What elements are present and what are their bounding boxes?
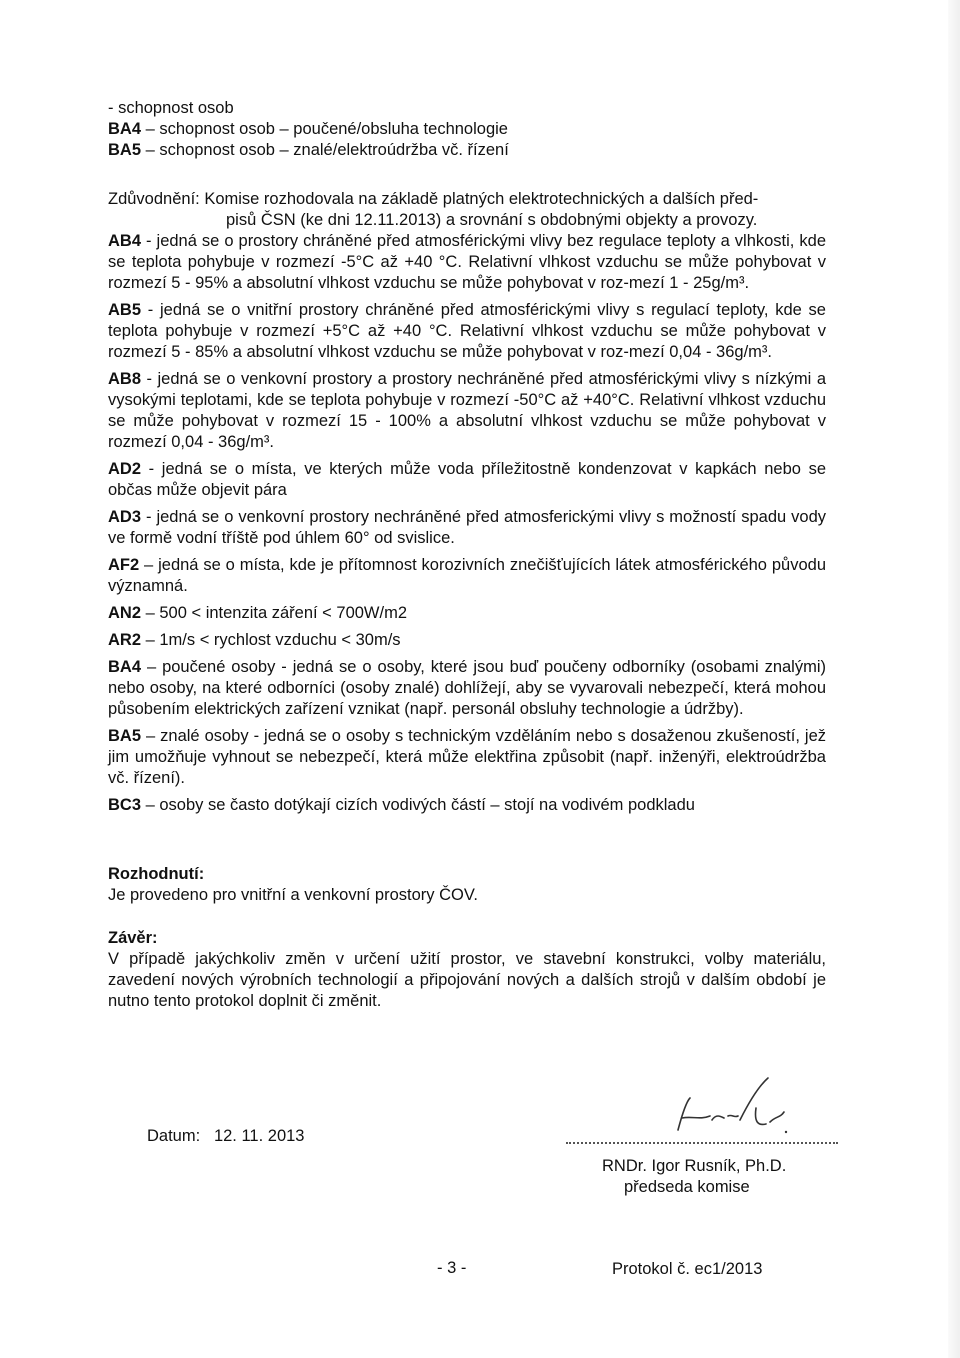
signer-name: RNDr. Igor Rusník, Ph.D. <box>602 1157 787 1175</box>
date-line <box>147 1127 304 1146</box>
date-label: Datum: <box>147 1127 201 1145</box>
protocol-number: Protokol č. ec1/2013 <box>612 1260 763 1278</box>
conclusion-heading: Závěr: <box>108 929 158 947</box>
handwritten-signature <box>620 1060 800 1140</box>
item-ba5: BA5 – znalé osoby - jedná se o osoby s technickým vzděláním nebo s dosaženou zkušeností, jež jim umožňuje vyhnout se nebezpečí, která může elektřina způsobit (např. inženýři, elektroúdržba vč. řízení). <box>108 727 826 787</box>
ba4-line: BA4 – schopnost osob – poučené/obsluha technologie <box>108 120 508 138</box>
ba5-line: BA5 – schopnost osob – znalé/elektroúdržba vč. řízení <box>108 141 509 159</box>
justification-line-2: pisů ČSN (ke dni 12.11.2013) a srovnání s obdobnými objekty a provozy. <box>226 211 758 229</box>
signer-block <box>602 1156 786 1198</box>
item-af2: AF2 – jedná se o místa, kde je přítomnost korozivních znečišťujících látek atmosférického původu významná. <box>108 556 826 595</box>
date-value: 12. 11. 2013 <box>213 1127 305 1145</box>
item-bc3: BC3 – osoby se často dotýkají cizích vodivých částí – stojí na vodivém podkladu <box>108 796 695 814</box>
intro-line: - schopnost osob <box>108 99 234 117</box>
item-ad2: AD2 - jedná se o místa, ve kterých může voda příležitostně kondenzovat v kapkách nebo se občas může objevit pára <box>108 460 826 499</box>
item-ar2: AR2 – 1m/s < rychlost vzduchu < 30m/s <box>108 631 401 649</box>
item-ad3: AD3 - jedná se o venkovní prostory nechráněné před atmosferickými vlivy s možností spadu vody ve formě vodní tříště pod úhlem 60° od svislice. <box>108 508 826 547</box>
document-body <box>108 98 826 1012</box>
scan-edge <box>948 0 960 1358</box>
item-ab4: AB4 - jedná se o prostory chráněné před atmosférickými vlivy bez regulace teploty a vlhkosti, kde se teplota pohybuje v rozmezí -5°C až +40 °C. Relativní vlhkost vzduchu se může pohybovat v rozmezí 5 - 95% a absolutní vlhkost vzduchu se může pohybovat v roz-mezí 1 - 25g/m³. <box>108 232 826 292</box>
conclusion-text: V případě jakýchkoliv změn v určení užití prostor, ve stavební konstrukci, volby materiálu, zavedení nových výrobních technologií a připojování nových a dalších strojů v dalším období je nutno tento protokol doplnit či změnit. <box>108 950 826 1010</box>
item-an2: AN2 – 500 < intenzita záření < 700W/m2 <box>108 604 408 622</box>
item-ab8: AB8 - jedná se o venkovní prostory a prostory nechráněné před atmosférickými vlivy s nízkými a vysokými teplotami, kde se teplota pohybuje v rozmezí -50°C až +40°C. Relativní vlhkost vzduchu se může pohybovat v rozmezí 15 - 100% a absolutní vlhkost vzduchu se může pohybovat v rozmezí 0,04 - 36g/m³. <box>108 370 826 451</box>
page-number: - 3 - <box>437 1259 467 1277</box>
justification-line-1: Zdůvodnění: Komise rozhodovala na základě platných elektrotechnických a dalších před- <box>108 190 759 208</box>
item-ab5: AB5 - jedná se o vnitřní prostory chráněné před atmosférickými vlivy s regulací teploty, kde se teplota pohybuje v rozmezí +5°C až +40 °C. Relativní vlhkost vzduchu se může pohybovat v rozmezí 5 - 85% a absolutní vlhkost vzduchu se může pohybovat v roz-mezí 0,04 - 36g/m³. <box>108 301 826 361</box>
signature-dotted-line <box>566 1142 838 1144</box>
item-ba4: BA4 – poučené osoby - jedná se o osoby, které jsou buď poučeny odborníky (osobami znalými) nebo osoby, na které odborníci (osoby znalé) dohlížejí, aby se vyvarovali nebezpečí, která mohou působením elektrických zařízení vznikat (např. personál obsluhy technologie a údržby). <box>108 658 826 718</box>
signer-role: předseda komise <box>624 1178 750 1196</box>
decision-heading: Rozhodnutí: <box>108 865 205 883</box>
decision-text: Je provedeno pro vnitřní a venkovní prostory ČOV. <box>108 886 478 904</box>
